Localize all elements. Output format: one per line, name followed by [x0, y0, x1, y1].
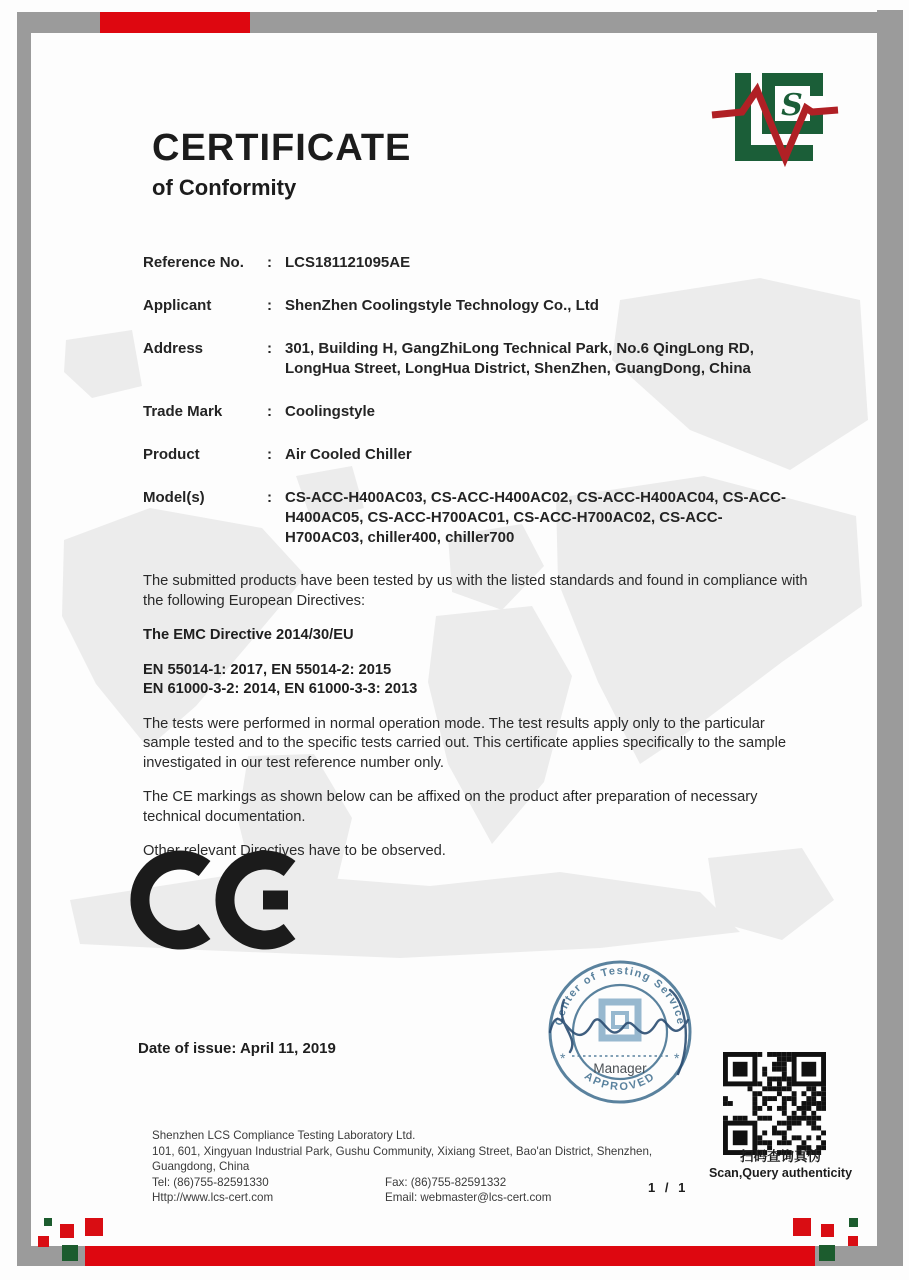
- qr-caption-cn: 扫码查询真伪: [740, 1149, 821, 1164]
- emc-directive-line: The EMC Directive 2014/30/EU: [143, 627, 354, 643]
- qr-caption-en: Scan,Query authenticity: [708, 1166, 853, 1180]
- field-value: Air Cooled Chiller: [285, 446, 412, 463]
- lab-address: 101, 601, Xingyuan Industrial Park, Gushu Community, Xixiang Street, Bao'an District, Shenzhen, Guangdong, China: [152, 1144, 653, 1173]
- field-separator: :: [267, 403, 272, 420]
- field-trade-mark: [143, 402, 799, 422]
- field-separator: :: [267, 254, 272, 271]
- page-number: 1 / 1: [648, 1180, 689, 1195]
- stamp-star-right: *: [674, 1050, 680, 1066]
- other-note-paragraph: Other relevant Directives have to be observed.: [143, 843, 446, 859]
- ce-marking-icon: [130, 845, 315, 960]
- ce-note-paragraph: The CE markings as shown below can be affixed on the product after preparation of necessary technical documentation.: [143, 789, 758, 825]
- lab-email: Email: webmaster@lcs-cert.com: [385, 1191, 552, 1204]
- svg-text:Center of Testing Service: [553, 965, 686, 1026]
- field-reference-no: [143, 253, 799, 273]
- field-address: [143, 339, 799, 379]
- field-separator: :: [267, 340, 272, 357]
- field-separator: :: [267, 446, 272, 463]
- qr-caption: [688, 1148, 873, 1182]
- intro-paragraph: The submitted products have been tested by us with the listed standards and found in compliance with the following European Directives:: [143, 573, 808, 609]
- field-separator: :: [267, 489, 272, 506]
- body-text: [143, 572, 811, 877]
- stamp-arc-bottom-text: APPROVED: [582, 1070, 658, 1094]
- standards-line-1: EN 55014-1: 2017, EN 55014-2: 2015: [143, 661, 392, 678]
- certificate-subtitle: of Conformity: [152, 175, 297, 200]
- qr-code: [723, 1052, 826, 1160]
- stamp-star-left: *: [560, 1050, 566, 1066]
- field-value: 301, Building H, GangZhiLong Technical Park, No.6 QingLong RD, LongHua Street, LongHua District, ShenZhen, GuangDong, China: [285, 340, 754, 377]
- field-product: [143, 445, 799, 465]
- standards-line-2: EN 61000-3-2: 2014, EN 61000-3-3: 2013: [143, 681, 418, 697]
- lab-fax: Fax: (86)755-82591332: [385, 1175, 507, 1189]
- logo-letter: S: [781, 88, 803, 123]
- lab-tel: Tel: (86)755-82591330: [152, 1175, 269, 1189]
- field-applicant: [143, 296, 799, 316]
- field-label: Product: [143, 446, 200, 463]
- field-value: CS-ACC-H400AC03, CS-ACC-H400AC02, CS-ACC-H400AC04, CS-ACC-H400AC05, CS-ACC-H700AC01, CS-ACC-H700AC02, CS-ACC-H700AC03, chiller400, chiller700: [285, 489, 786, 546]
- lab-website: Http://www.lcs-cert.com: [152, 1191, 274, 1204]
- field-value: LCS181121095AE: [285, 254, 411, 271]
- title-block: [152, 128, 411, 201]
- stamp-arc-top-text: Center of Testing Service: [553, 965, 687, 1027]
- stamp-center-logo: [602, 1002, 638, 1038]
- field-label: Applicant: [143, 297, 212, 314]
- field-value: Coolingstyle: [285, 403, 376, 420]
- certificate-fields: [143, 253, 799, 571]
- lab-footer: [152, 1128, 708, 1206]
- field-label: Model(s): [143, 489, 205, 506]
- certificate-title: CERTIFICATE: [152, 127, 412, 169]
- tests-note-paragraph: The tests were performed in normal operation mode. The test results apply only to the particular sample tested and to the specific tests carried out. This certificate applies specifically to the sample investigated in our test reference number only.: [143, 715, 787, 771]
- date-of-issue: Date of issue: April 11, 2019: [138, 1040, 336, 1057]
- field-label: Trade Mark: [143, 403, 223, 420]
- field-label: Address: [143, 340, 204, 357]
- field-value: ShenZhen Coolingstyle Technology Co., Ltd: [285, 297, 599, 314]
- approval-stamp: [520, 932, 740, 1137]
- stamp-role-text: Manager: [593, 1061, 647, 1076]
- field-label: Reference No.: [143, 254, 244, 271]
- lcs-logo-icon: [700, 58, 870, 183]
- field-models: [143, 488, 799, 548]
- lab-company: Shenzhen LCS Compliance Testing Laboratory Ltd.: [152, 1129, 416, 1142]
- field-separator: :: [267, 297, 272, 314]
